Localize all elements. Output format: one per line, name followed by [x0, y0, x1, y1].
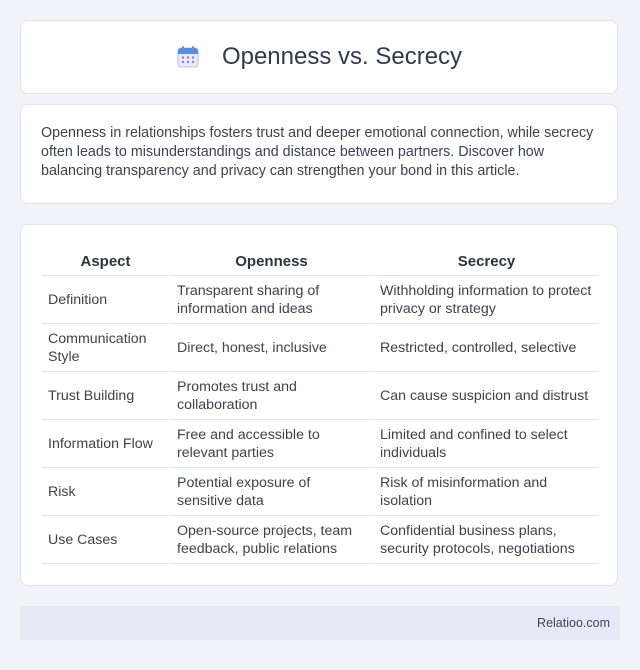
cell-aspect: Communication Style: [42, 324, 169, 372]
comparison-table-card: [20, 224, 618, 586]
cell-secrecy: Can cause suspicion and distrust: [372, 372, 599, 420]
cell-secrecy: Withholding information to protect privacy or strategy: [372, 276, 599, 324]
footer-brand[interactable]: Relatioo.com: [537, 616, 610, 630]
header-openness: Openness: [169, 245, 372, 276]
cell-secrecy: Limited and confined to select individuals: [372, 420, 599, 468]
cell-openness: Transparent sharing of information and ideas: [169, 276, 372, 324]
table-row: [42, 324, 599, 372]
table-row: [42, 276, 599, 324]
header-secrecy: Secrecy: [372, 245, 599, 276]
cell-openness: Direct, honest, inclusive: [169, 324, 372, 372]
cell-openness: Potential exposure of sensitive data: [169, 468, 372, 516]
cell-openness: Promotes trust and collaboration: [169, 372, 372, 420]
intro-card: [20, 104, 618, 204]
cell-openness: Open-source projects, team feedback, public relations: [169, 516, 372, 564]
page-title: Openness vs. Secrecy: [221, 43, 463, 70]
comparison-table: [42, 245, 599, 564]
table-row: [42, 420, 599, 468]
table-header-row: [42, 245, 599, 276]
cell-secrecy: Restricted, controlled, selective: [372, 324, 599, 372]
header-aspect: Aspect: [42, 245, 169, 276]
table-row: [42, 516, 599, 564]
footer: [20, 606, 620, 640]
cell-secrecy: Confidential business plans, security protocols, negotiations: [372, 516, 599, 564]
intro-text: Openness in relationships fosters trust and deeper emotional connection, while secrecy often leads to misunderstandings and distance between partners. Discover how balancing transparency and privacy can strengthen your bond in this article.: [41, 125, 594, 179]
cell-secrecy: Risk of misinformation and isolation: [372, 468, 599, 516]
cell-openness: Free and accessible to relevant parties: [169, 420, 372, 468]
table-row: [42, 468, 599, 516]
cell-aspect: Trust Building: [42, 372, 169, 420]
title-card: [20, 20, 618, 94]
calendar-icon: [176, 45, 200, 69]
cell-aspect: Information Flow: [42, 420, 169, 468]
table-row: [42, 372, 599, 420]
cell-aspect: Use Cases: [42, 516, 169, 564]
cell-aspect: Risk: [42, 468, 169, 516]
cell-aspect: Definition: [42, 276, 169, 324]
title-wrap: [176, 43, 462, 71]
